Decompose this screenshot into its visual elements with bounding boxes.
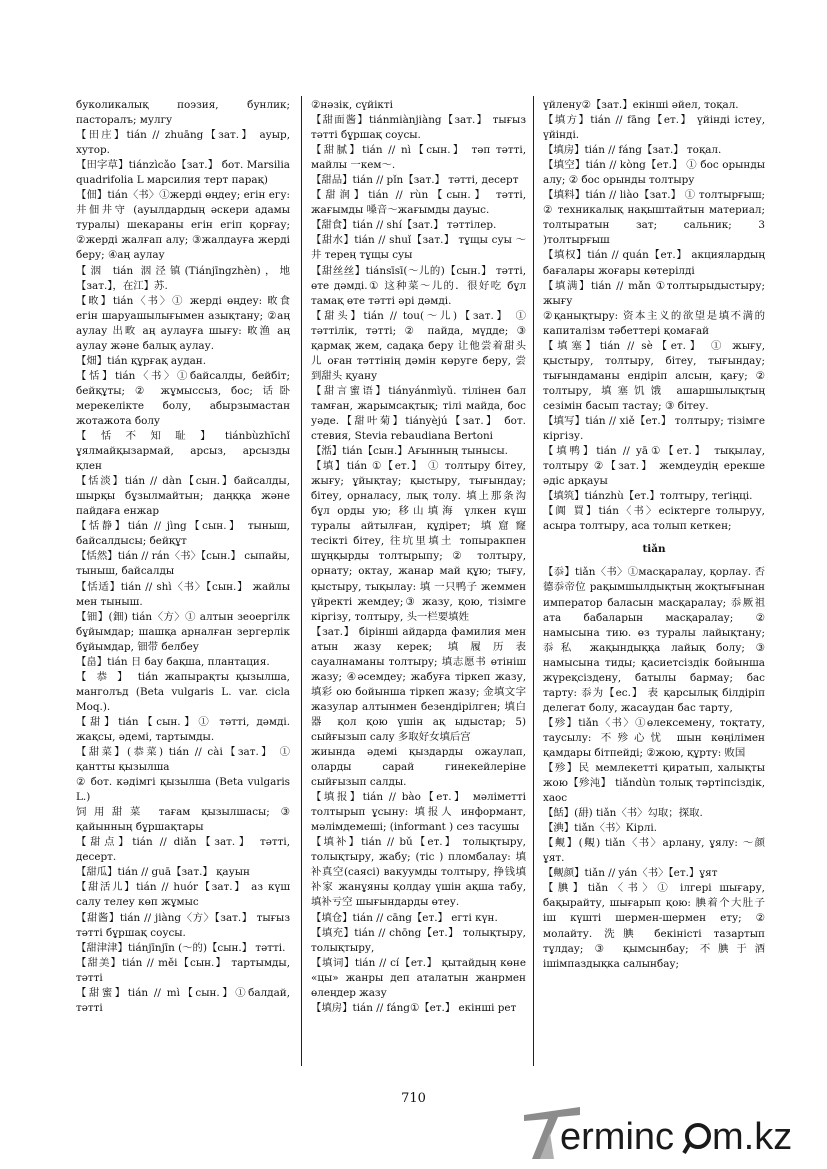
dictionary-entry: 【殄】tiǎn〈书〉①өлексемену, тоқтату, таусылу: 不殄心忧 шын көңілімен қамдары бітпейді; ②жою, құрту: 败国 bbox=[543, 716, 765, 759]
dictionary-entry: 【填满】tián // mǎn ①толтырыдыстыру; жығу bbox=[543, 279, 765, 307]
dictionary-entry: 【甜活儿】tián // huór【зат.】 аз күш салу телеу көп жұмыс bbox=[76, 881, 290, 909]
dictionary-entry: 【甜腻】tián // nì【сын.】 тәп тәтті, майлы 一кем～. bbox=[311, 144, 526, 172]
svg-text:m.kz: m.kz bbox=[712, 1116, 793, 1158]
dictionary-entry: 【恬静】tián // jìng【сын.】 тыныш, байсалдысы; бейқұт bbox=[76, 520, 290, 548]
dictionary-entry: ②нәзік, сүйікті bbox=[311, 99, 393, 111]
dictionary-entry: 【填权】tián // quán【ет.】 акциялардың бағалары жоғары көтерілді bbox=[543, 249, 765, 277]
dictionary-entry: 【填空】tián // kòng【ет.】 ① бос орынды алу; ② бос орынды толтыру bbox=[543, 159, 765, 187]
dictionary-entry: ②қанықтыру: 资本主义的欲望是填不满的 капиталізм тәбеттері қомағай bbox=[543, 309, 765, 337]
dictionary-entry: 【甜润】tián // rùn【сын.】 тәтті, жағымды 嗓音～жағымды дауыс. bbox=[311, 189, 526, 217]
dictionary-entry: 【甜头】tián // tou(～儿)【зат.】 ① тәттілік, тәтті; ② пайда, мүдде; ③ қармақ жем, садақа беру 让他尝着甜头儿 оған тәттінің дәмін көруге беру, 尝到甜头 қуану bbox=[311, 309, 526, 382]
dictionary-entry: 【填鸭】tián // yā①【ет.】 тықылау, толтыру ②【зат.】 жемдеудің ерекше әдіс арқауы bbox=[543, 445, 765, 488]
dictionary-entry: ② бот. кәдімгі қызылша (Beta vulgaris L.) bbox=[76, 776, 290, 804]
dictionary-entry: 【恬不知耻】tiánbùzhīchǐ ұялмайқызармай, арсыз, арсызды қлен bbox=[76, 430, 290, 473]
dictionary-entry: 【觍】(覥) tiǎn〈书〉арлану, ұялу: ～颜 ұят. bbox=[543, 837, 765, 865]
dictionary-entry: 【甜点】tián // diǎn【зат.】 тәтті, десерт. bbox=[76, 836, 290, 864]
dictionary-entry: 【觍颜】tiǎn // yán〈书〉【ет.】ұят bbox=[543, 867, 718, 880]
dictionary-entry: 【зат.】 біріншi айдарда фамилия мен атын жазу керек; 填履历表 сауалнаманы толтыру; 填志愿书 өтініш жазу; ④әсемдеу; жабуға тіркеп жазу, 填彩 ою бойынша тіркеп жазу; 金填文字 жазулар алтынмен безендірілген; 填白器 қол қою үшін ақ ыдыстар; 5) сыйғызып салу 多取好女填后宫 bbox=[311, 625, 526, 743]
column-divider-2 bbox=[533, 96, 534, 1066]
dictionary-entry: 【甜】tián【сын.】① тәтті, дәмді. жақсы, әдемі, тартымды. bbox=[76, 715, 290, 743]
dictionary-entry: 【填】tián ①【ет.】 ① толтыру бітеу, жығу; ұйықтау; қыстыру, тығындау; бітеу, орналасу, лық толу. 填上那条沟 бұл орды ую; 移山填海 үлкен күш туралы айтылған, құдірет; 填窟窿 тесікті бітеу, 往坑里填土 топыракпен шұңқырды толтырыпу; ② толтыру, орнату; октау, жанар май құю; тығу, қыстыру, тықылау: 填 一只鸭子 жеммен үйректі жемдеу;③ жазу, қою, тізімге кіргізу, толтыру, 头一栏要填姓 bbox=[311, 460, 526, 623]
dictionary-entry: 【甜面酱】tiánmiànjiàng【зат.】 тығыз тәтті бұршақ соусы. bbox=[311, 114, 526, 142]
dictionary-entry: жиында әдемі қыздарды ожаулап, оларды сарай гинекейлеріне сыйғызып салды. bbox=[311, 746, 526, 789]
dictionary-entry: 【忝】tiǎn〈书〉①масқаралау, қорлау. 否德忝帝位 рақымшылдықтың жоқтығынан император баласын масқаралау; 忝厥祖 ата бабаларын масқаралау; ② намысына тию. өз туралы лайықтану; 忝私 жақындыққа лайық болу; ③ намысына тиды; қасиетсіздік бойынша жүреқсіздену, батылы бармау; бас тарту: 忝为【ес.】 表 қарсылық білдіріп делегат болу, жасаудан бас тарту, bbox=[543, 566, 765, 714]
dictionary-entry: 【恬然】tián // rán〈书〉【сын.】 сыпайы, тыныш, байсалды bbox=[76, 550, 290, 578]
dictionary-entry: 【填房】tián // fáng【зат.】 тоқал. bbox=[543, 144, 722, 157]
svg-text:erminc: erminc bbox=[560, 1116, 675, 1158]
dictionary-entry: 【填方】tián // fāng【ет.】 үйінді істеу, үйінді. bbox=[543, 114, 765, 142]
dictionary-entry: 【甜津津】tiánjīnjīn (～的)【сын.】 тәтті. bbox=[76, 941, 286, 954]
dictionary-entry: 【腆】tiǎn〈书〉① ілгері шығару, бақырайту, шығарып қою: 腆着个大肚子 іш күшті шермен-шермен ету; ② молайту. 洗腆 бекіністі тазартып тұлдау; ③ қымсынбау; 不腆于酒 ішімпаздықка салынбау; bbox=[543, 882, 765, 970]
dictionary-entry: 【填仓】tián // cāng【ет.】 егті күн. bbox=[311, 911, 498, 924]
dictionary-entry: 【甜酱】tián // jiàng〈方〉【зат.】 тығыз тәтті бұршақ соусы. bbox=[76, 911, 290, 939]
section-headword: tiǎn bbox=[642, 543, 666, 556]
dictionary-entry: 【钿】(鈿) tián〈方〉① алтын зеоергілк бұйымдар; шашқа арналған зергерлік бұйымдар, 钿带 белбеу bbox=[76, 610, 290, 653]
termincom-logo bbox=[520, 1103, 815, 1165]
dictionary-entry: 【畠】tián 日 бау бақша, плантация. bbox=[76, 655, 270, 668]
dictionary-entry: 【甜言蜜语】tiányánmìyǔ. тілінен бал тамған, жарымсақтық; тілі майда, бос уәде.【甜叶菊】tiányèjú【зат.】 бот. стевия, Stevia rebaudiana Bertoni bbox=[311, 384, 526, 443]
dictionary-entry: буколикалық поэзия, бунлик; пасторалъ; мулгу bbox=[76, 99, 290, 127]
dictionary-entry: 【甜丝丝】tiánsīsī(～儿的)【сын.】 тәтті, өте дәмді.① 这种菜～儿的．很好吃 бұл тамақ өте тәтті әрі дәмді. bbox=[311, 264, 526, 307]
dictionary-entry: 【甜水】tián // shuǐ【зат.】 тұщы суы ～井 терең тұщы суы bbox=[311, 234, 526, 262]
column-divider-1 bbox=[301, 96, 302, 1066]
dictionary-entry: 【填写】tián // xiě【ет.】 толтыру; тізімге кіргізу. bbox=[543, 414, 765, 443]
dictionary-entry: 【甜蜜】tián // mì【сын.】①балдай, тәтті bbox=[76, 986, 290, 1014]
dictionary-entry: 【阗 買】tián〈书〉есіктерге толыруу, асыра толтыру, аса толып кеткен; bbox=[543, 505, 765, 533]
dictionary-entry: 【填词】tián // cí【ет.】 қытайдың көне «цы» жанры деп аталатын жанрмен өлеңдер жазу bbox=[311, 956, 526, 999]
dictionary-entry: 【甜菜】(恭菜) tián // cài【зат.】 ① қантты қызылша bbox=[76, 746, 290, 774]
dictionary-entry: 【 恭 】 tián жапырақты қызылша, манголъд (Beta vulgaris L. var. cicla Moq.). bbox=[76, 670, 290, 713]
dictionary-entry: 【填补】tián // bǔ【ет.】 толықтыру, толықтыру, жабу; (тіс ) пломбалау: 填补真空(саясi) вакуумды толтыру, 挣钱填补家 жанұяны қолдау үшін ақша табу, 填补亏空 шығындарды өтеу. bbox=[311, 836, 526, 909]
dictionary-entry: 【填充】tián // chōng【ет.】 толықтыру, толықтыру, bbox=[311, 926, 526, 954]
dictionary-entry: 【湉】tián【сын.】Ағынның тынысы. bbox=[311, 445, 508, 458]
text-column-2 bbox=[311, 98, 526, 1058]
dictionary-entry: үйлену②【зат.】екінші әйел, тоқал. bbox=[543, 99, 739, 111]
dictionary-entry: 【填料】tián // liào【зат.】 ① толтырғыш; ② техникалық нақыштайтын материал; толтыратын зат; сальник; 3 )толтырғыш bbox=[543, 189, 765, 247]
dictionary-entry: 【恬淡】tián // dàn【сын.】байсалды, шырқы бұзылмайтын; даңққа және пайдаға енжар bbox=[76, 475, 290, 518]
dictionary-entry: 【餂】(䑙) tiǎn〈书〉勾取；探取. bbox=[543, 807, 703, 820]
text-column-3 bbox=[543, 98, 765, 1058]
dictionary-entry: 【甜食】tián // shí【зат.】 тәттілер. bbox=[311, 219, 497, 232]
dictionary-entry: 【畋】tián〈书〉① жерді өңдеу: 畋食 егін шаруашылығымен азықтану; ②аң аулау 出畋 аң аулауға шығу: 畋渔 аң аулау және балық аулау. bbox=[76, 294, 290, 352]
dictionary-entry: 【畑】tián құрғақ аудан. bbox=[76, 354, 207, 367]
dictionary-entry: 【甜瓜】tián // guā【зат.】 қауын bbox=[76, 866, 250, 879]
dictionary-entry: 【恬适】tián // shì〈书〉【сын.】 жайлы мен тыныш. bbox=[76, 580, 290, 608]
dictionary-entry: 【殄】民 мемлекетті қиратып, халықты жою【殄沌】 tiǎndùn толық тәртіпсіздік, хаос bbox=[543, 762, 765, 805]
dictionary-entry: 【填报】tián // bào【ет.】 мәліметті толтырып ұсыну: 填报人 информант, мәлімдемеші; (informant ) сез тасушы bbox=[311, 791, 526, 834]
text-column-1 bbox=[76, 98, 290, 1058]
dictionary-entry: 【甜品】tián // pǐn【зат.】 тәтті, десерт bbox=[311, 174, 519, 187]
dictionary-entry: 【洇 tián 洇泾镇(Tiánjīngzhèn)，地【зат.】，在江】苏. bbox=[76, 264, 290, 292]
dictionary-entry: 【填筑】tiánzhù【ет.】толтыру, теґіңці. bbox=[543, 490, 753, 503]
dictionary-entry: 【佃】tián〈书〉①жерді өңдеу; егін егу: 井佃井守 (ауылдардың әскери адамы туралы) шекараны егін егіп қорғау; ②жерді жалғап алу; ③жалдауға жерді беру; ④аң аулау bbox=[76, 189, 290, 262]
dictionary-entry: 【淟】tiǎn〈书〉Кірлі. bbox=[543, 822, 657, 835]
dictionary-entry: 饲用甜菜 тағам қызылшасы; ③ қайынның бұршақтары bbox=[76, 806, 290, 834]
dictionary-entry: 【甜美】tián // měi【сын.】 тартымды, тәтті bbox=[76, 956, 290, 984]
dictionary-entry: 【田庄】tián // zhuāng【зат.】 ауыр, хутор. bbox=[76, 129, 290, 157]
dictionary-entry: 【填房】tián // fáng①【ет.】 екінші рет bbox=[311, 1001, 517, 1014]
dictionary-entry: 【填塞】tián // sè【ет.】 ① жығу, қыстыру, толтыру, бітеу, тығындау; тығындаманы ендіріп алсын, қағу; ② толтыру, 填塞饥饿 ашаршылықтың сезімін басып тастау; ③ бітеу. bbox=[543, 339, 765, 412]
page-number: 710 bbox=[401, 1091, 426, 1106]
dictionary-entry: 【恬】tián〈书〉①байсалды, бейбіт; бейқұты; ② жұмыссыз, бос; 话卧 мерекелікте болу, абырзымастан жотажота болу bbox=[76, 369, 290, 427]
dictionary-entry: 【田字草】tiánzìcǎo【зат.】 бот. Marsilia quadrifolia L марсилия терт парақ) bbox=[76, 159, 290, 187]
